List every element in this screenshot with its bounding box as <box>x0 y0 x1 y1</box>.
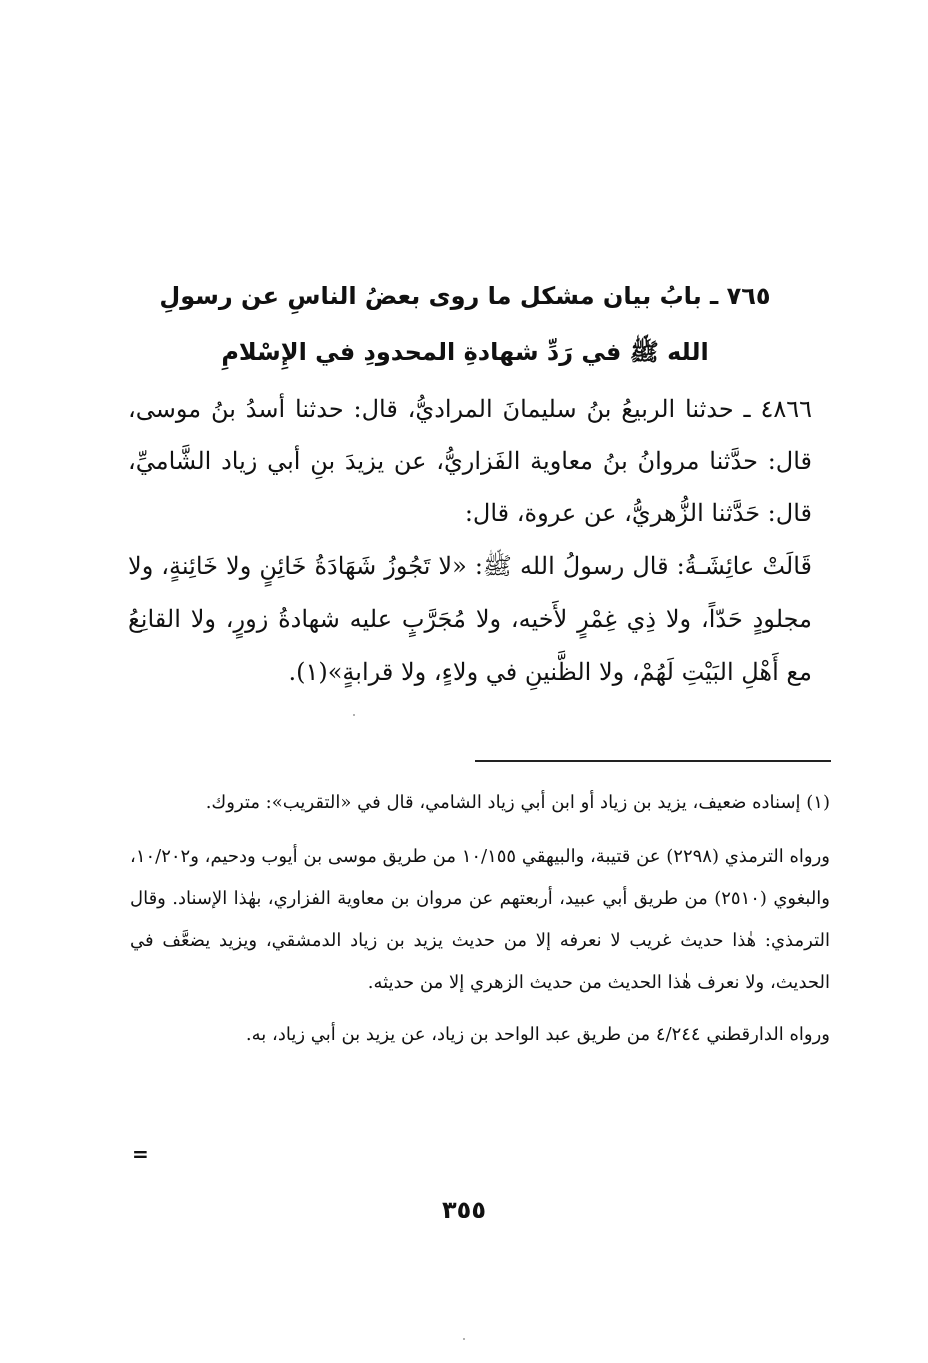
chapter-heading-line-1: ٧٦٥ ـ بابُ بيان مشكل ما روى بعضُ الناسِ عن رسولِ <box>159 282 771 310</box>
footnote-1-daraqutni: ورواه الدارقطني ٤/٢٤٤ من طريق عبد الواحد بن زياد، عن يزيد بن أبي زياد، به. <box>245 1024 830 1045</box>
hadith-matn-text: قَالَتْ عائِشَـةُ: قال رسولُ الله ﷺ: «لا تَجُوزُ شَهَادَةُ خَائِنٍ ولا خَائِنةٍ، ولا مجلودٍ حَدّاً، ولا ذِي غِمْرٍ لأَخيه، ولا مُجَرَّبٍ عليه شهادةُ زورٍ، ولا القانِعُ مع أَهْلِ البَيْتِ لَهُمْ، ولا الظَّنينِ في ولاءٍ، ولا قرابةٍ»(١). <box>128 552 812 686</box>
footnote-1: (١) إسناده ضعيف، يزيد بن زياد أو ابن أبي زياد الشامي، قال في «التقريب»: متروك. <box>205 792 830 813</box>
footnote-continuation-mark: = <box>132 1142 149 1166</box>
chapter-heading-line-2: الله ﷺ في رَدِّ شهادةِ المحدودِ في الإِسْلامِ <box>221 338 709 366</box>
hadith-matn <box>128 540 812 699</box>
footnote-1-sources: ورواه الترمذي (٢٢٩٨) عن قتيبة، والبيهقي ١٠/١٥٥ من طريق موسى بن أيوب ودحيم، و١٠/٢٠٢، والبغوي (٢٥١٠) من طريق أبي عبيد، أربعتهم عن مروان بن معاوية الفزاري، بهٰذا الإسناد. وقال الترمذي: هٰذا حديث غريب لا نعرفه إلا من حديث يزيد بن زياد الدمشقي، ويزيد يضعَّف في الحديث، ولا نعرف هٰذا الحديث من حديث الزهري إلا من حديثه. <box>130 846 830 993</box>
page-number: ٣٥٥ <box>442 1196 486 1224</box>
chapter-heading <box>120 268 810 380</box>
scan-speck <box>463 1338 465 1340</box>
footnote-divider <box>475 760 831 762</box>
hadith-isnad <box>128 383 812 539</box>
footnotes <box>130 782 830 1066</box>
scan-speck <box>353 714 355 716</box>
hadith-isnad-text: ٤٨٦٦ ـ حدثنا الربيعُ بنُ سليمانَ المراديُّ، قال: حدثنا أسدُ بنُ موسى، قال: حدَّثنا مروانُ بنُ معاوية الفَزاريُّ، عن يزيدَ بنِ أبي زياد الشَّاميِّ، قال: حَدَّثنا الزُّهريُّ، عن عروة، قال: <box>128 395 812 527</box>
